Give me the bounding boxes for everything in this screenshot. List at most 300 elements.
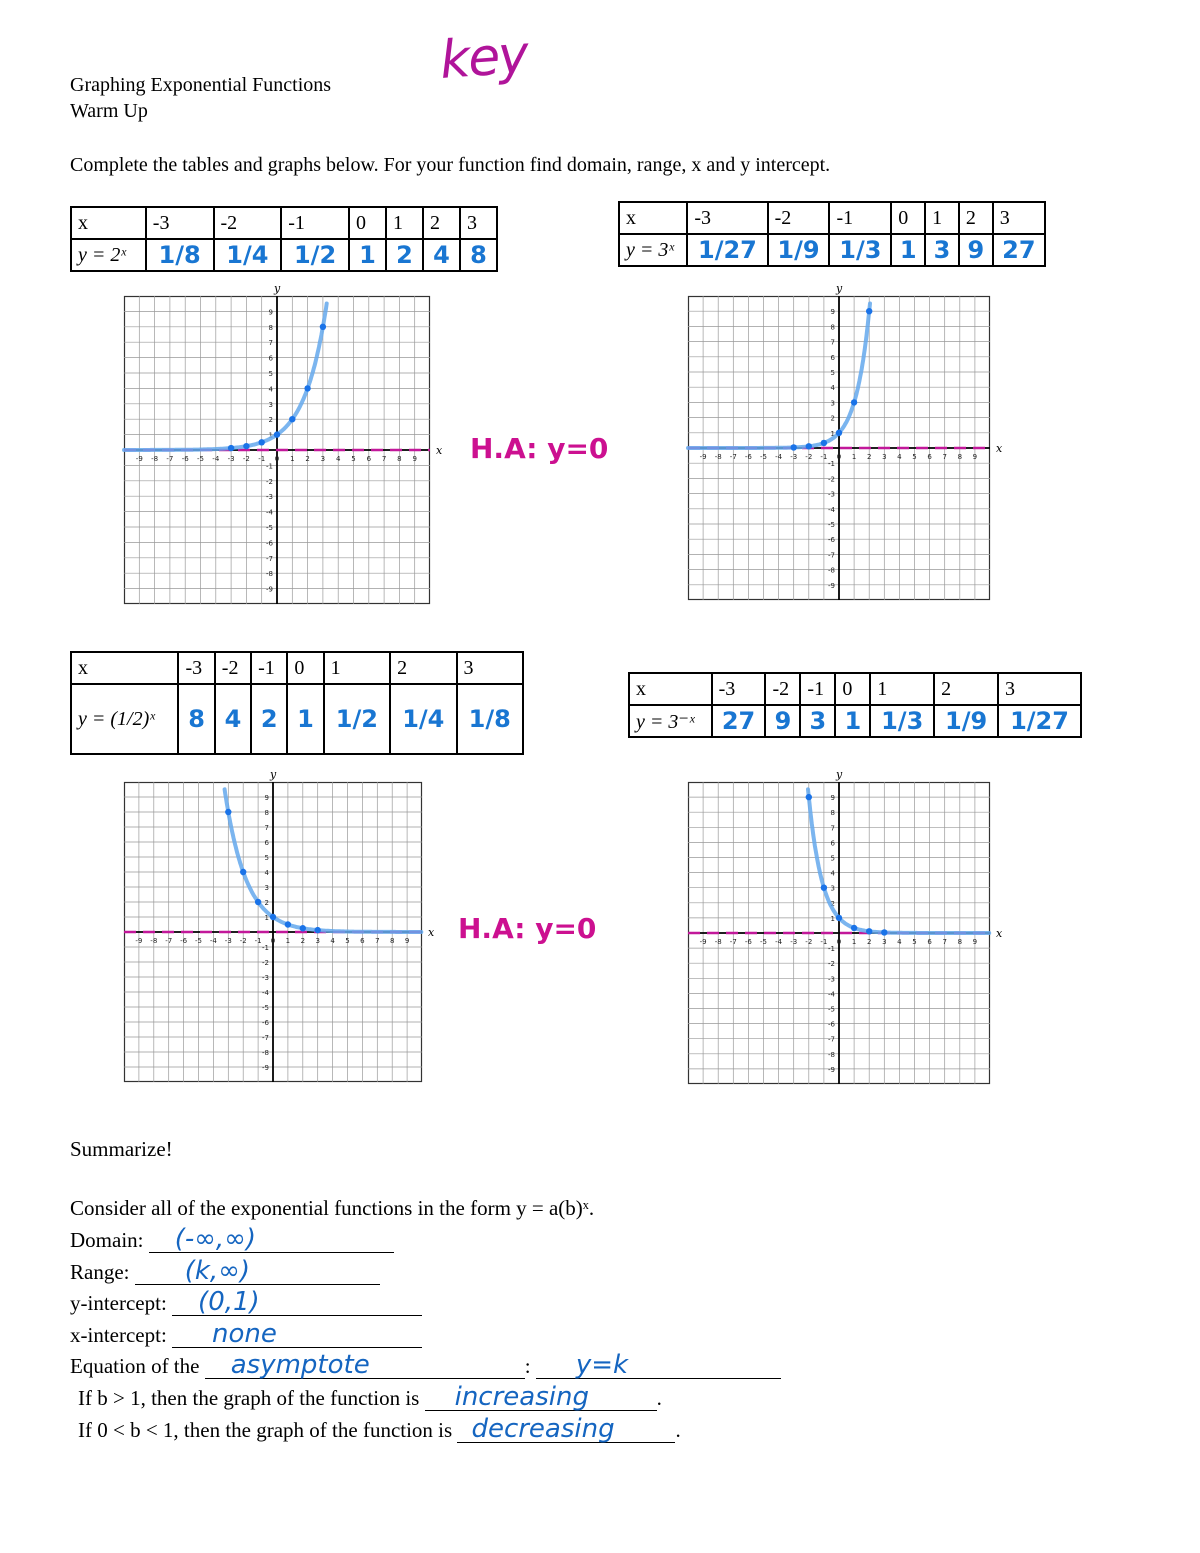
y-row bbox=[71, 684, 523, 754]
y-tick-label: -4 bbox=[828, 990, 835, 999]
x-tick-label: 1 bbox=[851, 938, 857, 946]
x-value-cell: 1 bbox=[870, 673, 934, 705]
y-tick-label: 6 bbox=[268, 354, 273, 363]
y-tick-label: -9 bbox=[262, 1064, 269, 1072]
asymptote-eq-blank bbox=[536, 1350, 781, 1380]
x-tick-label: -6 bbox=[744, 453, 752, 461]
y-tick-label: 1 bbox=[264, 914, 269, 922]
data-point bbox=[881, 929, 887, 935]
x-value-cell: 3 bbox=[993, 202, 1045, 234]
x-header-cell: x bbox=[629, 673, 712, 705]
increasing-line bbox=[78, 1382, 662, 1412]
x-tick-label: -2 bbox=[805, 453, 813, 461]
x-tick-label: 6 bbox=[927, 453, 932, 461]
y-axis-label: y bbox=[836, 282, 843, 295]
y-tick-label: 6 bbox=[264, 839, 269, 847]
x-tick-label: 8 bbox=[957, 938, 963, 946]
y-tick-label: -1 bbox=[266, 462, 273, 471]
x-value-cell: -3 bbox=[146, 207, 214, 239]
data-point bbox=[225, 809, 231, 815]
x-tick-label: 7 bbox=[942, 938, 947, 946]
value-table-4 bbox=[628, 672, 1082, 738]
x-value-cell: 3 bbox=[457, 652, 523, 684]
data-point bbox=[274, 431, 280, 437]
decreasing-period: . bbox=[675, 1418, 681, 1442]
y-tick-label: 8 bbox=[268, 323, 273, 332]
increasing-answer: increasing bbox=[454, 1382, 589, 1412]
x-value-cell: 2 bbox=[390, 652, 456, 684]
y-tick-label: 6 bbox=[830, 353, 835, 362]
x-value-cell: -2 bbox=[215, 652, 251, 684]
x-tick-label: -1 bbox=[258, 455, 266, 463]
asymptote-note-1: H.A: y=0 bbox=[470, 432, 609, 465]
x-tick-label: 1 bbox=[285, 937, 291, 945]
value-table-1 bbox=[70, 206, 498, 272]
x-axis-label: x bbox=[436, 444, 443, 457]
xint-blank bbox=[172, 1319, 422, 1349]
x-value-cell: -2 bbox=[214, 207, 282, 239]
x-tick-label: 9 bbox=[404, 937, 410, 945]
range-label: Range: bbox=[70, 1260, 130, 1284]
x-tick-label: 6 bbox=[360, 937, 365, 945]
x-tick-label: -7 bbox=[165, 937, 173, 945]
x-tick-label: -9 bbox=[699, 938, 707, 946]
x-tick-label: 4 bbox=[330, 937, 335, 945]
y-value-cell: 9 bbox=[765, 705, 800, 737]
x-row bbox=[629, 673, 1081, 705]
y-value-cell: 1/3 bbox=[829, 234, 891, 266]
function-label-cell: y = (1/2)ˣ bbox=[71, 684, 178, 754]
data-point bbox=[821, 885, 827, 891]
x-tick-label: 8 bbox=[957, 453, 963, 461]
x-tick-label: 3 bbox=[315, 937, 320, 945]
y-tick-label: 5 bbox=[264, 854, 269, 862]
x-value-cell: -3 bbox=[178, 652, 214, 684]
y-tick-label: -5 bbox=[828, 521, 835, 529]
y-axis-label: y bbox=[270, 768, 277, 781]
x-tick-label: 6 bbox=[927, 938, 932, 946]
y-tick-label: -5 bbox=[828, 1005, 835, 1014]
y-tick-label: 4 bbox=[830, 869, 835, 878]
x-tick-label: 4 bbox=[897, 938, 902, 946]
x-tick-label: -5 bbox=[760, 938, 767, 946]
data-point bbox=[836, 430, 842, 436]
x-tick-label: 5 bbox=[912, 938, 917, 946]
x-tick-label: -5 bbox=[195, 937, 202, 945]
y-tick-label: -5 bbox=[262, 1004, 269, 1012]
xint-line bbox=[70, 1319, 422, 1349]
data-point bbox=[228, 445, 234, 451]
x-tick-label: -2 bbox=[242, 455, 250, 463]
y-tick-label: -8 bbox=[828, 566, 835, 575]
y-value-cell: 8 bbox=[460, 239, 497, 271]
x-tick-label: 7 bbox=[381, 455, 387, 463]
graph-2 bbox=[688, 282, 1003, 600]
y-tick-label: -8 bbox=[262, 1049, 269, 1057]
y-value-cell: 9 bbox=[959, 234, 993, 266]
yint-label: y-intercept: bbox=[70, 1291, 167, 1315]
x-tick-label: -8 bbox=[150, 937, 158, 945]
x-tick-label: -5 bbox=[760, 453, 767, 461]
y-tick-label: 1 bbox=[268, 431, 273, 440]
x-value-cell: 0 bbox=[835, 673, 870, 705]
data-point bbox=[866, 928, 872, 934]
y-tick-label: 9 bbox=[268, 308, 273, 317]
x-value-cell: 2 bbox=[423, 207, 460, 239]
y-tick-label: 7 bbox=[830, 338, 835, 347]
asymptote-answer: asymptote bbox=[230, 1350, 370, 1380]
y-tick-label: 8 bbox=[830, 323, 835, 332]
y-tick-label: 8 bbox=[830, 809, 835, 818]
x-tick-label: 9 bbox=[972, 938, 978, 946]
x-tick-label: -9 bbox=[135, 937, 143, 945]
x-row bbox=[71, 207, 497, 239]
y-tick-label: -7 bbox=[266, 554, 273, 563]
x-value-cell: -2 bbox=[768, 202, 830, 234]
x-tick-label: 7 bbox=[375, 937, 380, 945]
y-tick-label: -4 bbox=[828, 505, 835, 514]
y-row bbox=[619, 234, 1045, 266]
x-tick-label: 4 bbox=[335, 455, 341, 463]
yint-line bbox=[70, 1287, 422, 1317]
y-tick-label: -2 bbox=[828, 475, 835, 484]
y-tick-label: 8 bbox=[264, 809, 269, 817]
data-point bbox=[851, 925, 857, 931]
y-tick-label: -2 bbox=[262, 959, 269, 967]
y-tick-label: 2 bbox=[268, 416, 273, 425]
x-tick-label: -2 bbox=[239, 937, 247, 945]
data-point bbox=[259, 439, 265, 445]
y-tick-label: 5 bbox=[268, 370, 273, 378]
y-tick-label: 6 bbox=[830, 839, 835, 848]
instructions: Complete the tables and graphs below. For your function find domain, range, x and y intercept. bbox=[70, 154, 831, 176]
y-tick-label: 9 bbox=[830, 794, 835, 803]
summary-title: Summarize! bbox=[70, 1137, 173, 1161]
y-tick-label: -6 bbox=[828, 1020, 835, 1029]
y-value-cell: 27 bbox=[993, 234, 1045, 266]
y-tick-label: 9 bbox=[264, 794, 269, 802]
x-tick-label: 1 bbox=[290, 455, 295, 463]
y-value-cell: 1/2 bbox=[281, 239, 349, 271]
data-point bbox=[836, 915, 842, 921]
x-tick-label: -7 bbox=[166, 455, 174, 463]
y-value-cell: 1/27 bbox=[687, 234, 767, 266]
x-tick-label: 8 bbox=[389, 937, 395, 945]
y-value-cell: 1/3 bbox=[870, 705, 934, 737]
y-tick-label: 3 bbox=[830, 884, 835, 893]
x-tick-label: -7 bbox=[729, 453, 737, 461]
x-header-cell: x bbox=[71, 207, 146, 239]
x-tick-label: 3 bbox=[882, 938, 887, 946]
y-tick-label: -9 bbox=[828, 581, 835, 590]
x-value-cell: -3 bbox=[712, 673, 766, 705]
domain-answer: (-∞,∞) bbox=[174, 1224, 256, 1254]
y-tick-label: 7 bbox=[264, 824, 269, 832]
x-tick-label: 7 bbox=[942, 453, 947, 461]
y-tick-label: -3 bbox=[828, 975, 835, 984]
x-tick-label: -4 bbox=[775, 938, 783, 946]
x-value-cell: 0 bbox=[287, 652, 323, 684]
y-tick-label: 4 bbox=[830, 384, 835, 393]
y-value-cell: 1/2 bbox=[324, 684, 390, 754]
x-tick-label: 3 bbox=[320, 455, 326, 463]
xint-answer: none bbox=[212, 1319, 277, 1349]
x-tick-label: 2 bbox=[866, 938, 872, 946]
data-point bbox=[866, 308, 872, 314]
range-answer: (k,∞) bbox=[184, 1256, 251, 1286]
decreasing-label: If 0 < b < 1, then the graph of the function is bbox=[78, 1418, 453, 1442]
y-value-cell: 1/9 bbox=[768, 234, 830, 266]
y-tick-label: -3 bbox=[262, 974, 269, 982]
y-tick-label: 7 bbox=[268, 339, 273, 348]
data-point bbox=[255, 899, 261, 905]
x-value-cell: 0 bbox=[349, 207, 386, 239]
data-point bbox=[821, 440, 827, 446]
y-tick-label: -7 bbox=[262, 1034, 269, 1042]
x-axis-label: x bbox=[996, 442, 1003, 455]
domain-line bbox=[70, 1224, 394, 1254]
y-tick-label: 2 bbox=[264, 899, 269, 907]
x-value-cell: 0 bbox=[891, 202, 925, 234]
increasing-period: . bbox=[656, 1386, 662, 1410]
decreasing-answer: decreasing bbox=[471, 1414, 615, 1444]
x-row bbox=[619, 202, 1045, 234]
x-tick-label: 2 bbox=[305, 455, 310, 463]
asymptote-blank bbox=[205, 1350, 525, 1380]
y-tick-label: 9 bbox=[830, 308, 835, 317]
x-tick-label: 8 bbox=[397, 455, 402, 463]
decreasing-blank bbox=[457, 1414, 675, 1444]
y-tick-label: -8 bbox=[828, 1050, 835, 1059]
y-value-cell: 1 bbox=[891, 234, 925, 266]
x-tick-label: -4 bbox=[209, 937, 217, 945]
x-tick-label: -6 bbox=[744, 938, 752, 946]
y-tick-label: -3 bbox=[266, 493, 273, 502]
y-axis-label: y bbox=[274, 282, 281, 295]
y-tick-label: -2 bbox=[266, 477, 273, 486]
function-label-cell: y = 3ˣ bbox=[619, 234, 687, 266]
y-tick-label: -1 bbox=[262, 944, 269, 952]
x-tick-label: -1 bbox=[820, 938, 828, 946]
y-value-cell: 1/4 bbox=[214, 239, 282, 271]
y-tick-label: 2 bbox=[830, 899, 835, 908]
x-value-cell: 3 bbox=[998, 673, 1081, 705]
x-tick-label: -4 bbox=[775, 453, 783, 461]
value-table-2 bbox=[618, 201, 1046, 267]
y-value-cell: 1/27 bbox=[998, 705, 1081, 737]
worksheet-subtitle: Warm Up bbox=[70, 100, 148, 122]
y-tick-label: -7 bbox=[828, 1035, 835, 1044]
x-tick-label: 0 bbox=[270, 937, 276, 945]
x-tick-label: -3 bbox=[227, 455, 235, 463]
range-line bbox=[70, 1256, 380, 1286]
decreasing-line bbox=[78, 1414, 681, 1444]
y-tick-label: -6 bbox=[266, 539, 273, 548]
xint-label: x-intercept: bbox=[70, 1323, 167, 1347]
x-row bbox=[71, 652, 523, 684]
y-tick-label: 3 bbox=[830, 399, 835, 408]
x-tick-label: -8 bbox=[151, 455, 159, 463]
x-value-cell: -1 bbox=[829, 202, 891, 234]
x-value-cell: 2 bbox=[934, 673, 998, 705]
y-tick-label: -5 bbox=[266, 524, 273, 532]
y-value-cell: 1/8 bbox=[146, 239, 214, 271]
x-tick-label: 0 bbox=[836, 938, 842, 946]
y-value-cell: 2 bbox=[251, 684, 287, 754]
x-tick-label: 0 bbox=[274, 455, 280, 463]
y-value-cell: 1/8 bbox=[457, 684, 523, 754]
x-value-cell: 3 bbox=[460, 207, 497, 239]
data-point bbox=[300, 925, 306, 931]
asymptote-eq-answer: y=k bbox=[575, 1350, 629, 1380]
y-tick-label: 1 bbox=[830, 914, 835, 923]
domain-label: Domain: bbox=[70, 1228, 144, 1252]
y-tick-label: -6 bbox=[828, 536, 835, 545]
x-tick-label: 4 bbox=[897, 453, 902, 461]
y-tick-label: 5 bbox=[830, 369, 835, 377]
increasing-blank bbox=[425, 1382, 657, 1412]
x-tick-label: 2 bbox=[300, 937, 306, 945]
yint-answer: (0,1) bbox=[198, 1287, 260, 1317]
domain-blank bbox=[149, 1224, 394, 1254]
y-tick-label: 7 bbox=[830, 824, 835, 833]
x-tick-label: -9 bbox=[135, 455, 143, 463]
data-point bbox=[285, 921, 291, 927]
data-point bbox=[806, 443, 812, 449]
graph-4 bbox=[688, 768, 1003, 1084]
yint-blank bbox=[172, 1287, 422, 1317]
x-tick-label: -1 bbox=[254, 937, 262, 945]
y-value-cell: 3 bbox=[800, 705, 835, 737]
x-tick-label: 9 bbox=[972, 453, 978, 461]
x-header-cell: x bbox=[71, 652, 178, 684]
data-point bbox=[791, 444, 797, 450]
data-point bbox=[315, 927, 321, 933]
x-tick-label: 6 bbox=[366, 455, 372, 463]
handwritten-key-mark: key bbox=[438, 25, 529, 91]
x-tick-label: 5 bbox=[351, 455, 356, 463]
x-tick-label: -7 bbox=[729, 938, 737, 946]
data-point bbox=[240, 869, 246, 875]
x-value-cell: 1 bbox=[324, 652, 390, 684]
x-value-cell: 1 bbox=[925, 202, 959, 234]
y-tick-label: -8 bbox=[266, 570, 273, 579]
worksheet-title: Graphing Exponential Functions bbox=[70, 74, 332, 96]
data-point bbox=[320, 324, 326, 330]
x-axis-label: x bbox=[428, 926, 435, 939]
value-table-3 bbox=[70, 651, 524, 755]
y-value-cell: 2 bbox=[386, 239, 423, 271]
x-value-cell: -3 bbox=[687, 202, 767, 234]
x-tick-label: -3 bbox=[790, 938, 798, 946]
y-value-cell: 1/4 bbox=[390, 684, 456, 754]
x-tick-label: -8 bbox=[714, 453, 722, 461]
y-row bbox=[71, 239, 497, 271]
x-axis-label: x bbox=[996, 927, 1003, 940]
x-tick-label: 5 bbox=[345, 937, 350, 945]
x-tick-label: 5 bbox=[912, 453, 917, 461]
x-tick-label: -5 bbox=[197, 455, 204, 463]
y-tick-label: -1 bbox=[828, 460, 835, 469]
x-header-cell: x bbox=[619, 202, 687, 234]
y-tick-label: -7 bbox=[828, 551, 835, 560]
increasing-label: If b > 1, then the graph of the function is bbox=[78, 1386, 420, 1410]
y-row bbox=[629, 705, 1081, 737]
x-tick-label: -2 bbox=[805, 938, 813, 946]
x-tick-label: -6 bbox=[180, 937, 188, 945]
data-point bbox=[304, 385, 310, 391]
function-label-cell: y = 3⁻ˣ bbox=[629, 705, 712, 737]
x-tick-label: 1 bbox=[851, 453, 857, 461]
y-value-cell: 4 bbox=[423, 239, 460, 271]
y-tick-label: -2 bbox=[828, 960, 835, 969]
y-tick-label: 1 bbox=[830, 429, 835, 438]
y-value-cell: 1 bbox=[835, 705, 870, 737]
x-tick-label: -3 bbox=[790, 453, 798, 461]
x-value-cell: 1 bbox=[386, 207, 423, 239]
y-tick-label: -9 bbox=[828, 1065, 835, 1074]
asymptote-line bbox=[70, 1350, 781, 1380]
y-value-cell: 3 bbox=[925, 234, 959, 266]
y-tick-label: -1 bbox=[828, 945, 835, 954]
x-value-cell: -2 bbox=[765, 673, 800, 705]
x-value-cell: 2 bbox=[959, 202, 993, 234]
x-value-cell: -1 bbox=[281, 207, 349, 239]
range-blank bbox=[135, 1256, 380, 1286]
y-value-cell: 4 bbox=[215, 684, 251, 754]
x-tick-label: 9 bbox=[412, 455, 417, 463]
y-value-cell: 1 bbox=[287, 684, 323, 754]
x-tick-label: -9 bbox=[699, 453, 707, 461]
data-point bbox=[851, 399, 857, 405]
y-tick-label: 2 bbox=[830, 414, 835, 423]
x-tick-label: -8 bbox=[714, 938, 722, 946]
x-value-cell: -1 bbox=[800, 673, 835, 705]
y-axis-label: y bbox=[836, 768, 843, 781]
y-value-cell: 8 bbox=[178, 684, 214, 754]
y-value-cell: 27 bbox=[712, 705, 766, 737]
y-tick-label: 4 bbox=[268, 385, 273, 394]
function-label-cell: y = 2ˣ bbox=[71, 239, 146, 271]
data-point bbox=[270, 914, 276, 920]
x-value-cell: -1 bbox=[251, 652, 287, 684]
data-point bbox=[806, 794, 812, 800]
y-tick-label: 3 bbox=[264, 884, 269, 892]
y-value-cell: 1/9 bbox=[934, 705, 998, 737]
data-point bbox=[243, 443, 249, 449]
x-tick-label: 2 bbox=[866, 453, 872, 461]
asymptote-label: Equation of the bbox=[70, 1354, 200, 1378]
x-tick-label: 0 bbox=[836, 453, 842, 461]
y-tick-label: -4 bbox=[266, 508, 273, 517]
y-tick-label: 4 bbox=[264, 869, 269, 877]
data-point bbox=[289, 416, 295, 422]
x-tick-label: -4 bbox=[212, 455, 220, 463]
x-tick-label: 3 bbox=[882, 453, 887, 461]
x-tick-label: -6 bbox=[181, 455, 189, 463]
x-tick-label: -3 bbox=[224, 937, 232, 945]
y-tick-label: -6 bbox=[262, 1019, 269, 1027]
x-tick-label: -1 bbox=[820, 453, 828, 461]
asymptote-colon: : bbox=[524, 1354, 531, 1378]
asymptote-note-2: H.A: y=0 bbox=[458, 912, 597, 945]
y-tick-label: 5 bbox=[830, 854, 835, 863]
y-value-cell: 1 bbox=[349, 239, 386, 271]
graph-1 bbox=[124, 282, 443, 604]
y-tick-label: -4 bbox=[262, 989, 269, 997]
y-tick-label: 3 bbox=[268, 400, 273, 409]
summary-intro: Consider all of the exponential functions in the form y = a(b)ˣ. bbox=[70, 1196, 595, 1220]
